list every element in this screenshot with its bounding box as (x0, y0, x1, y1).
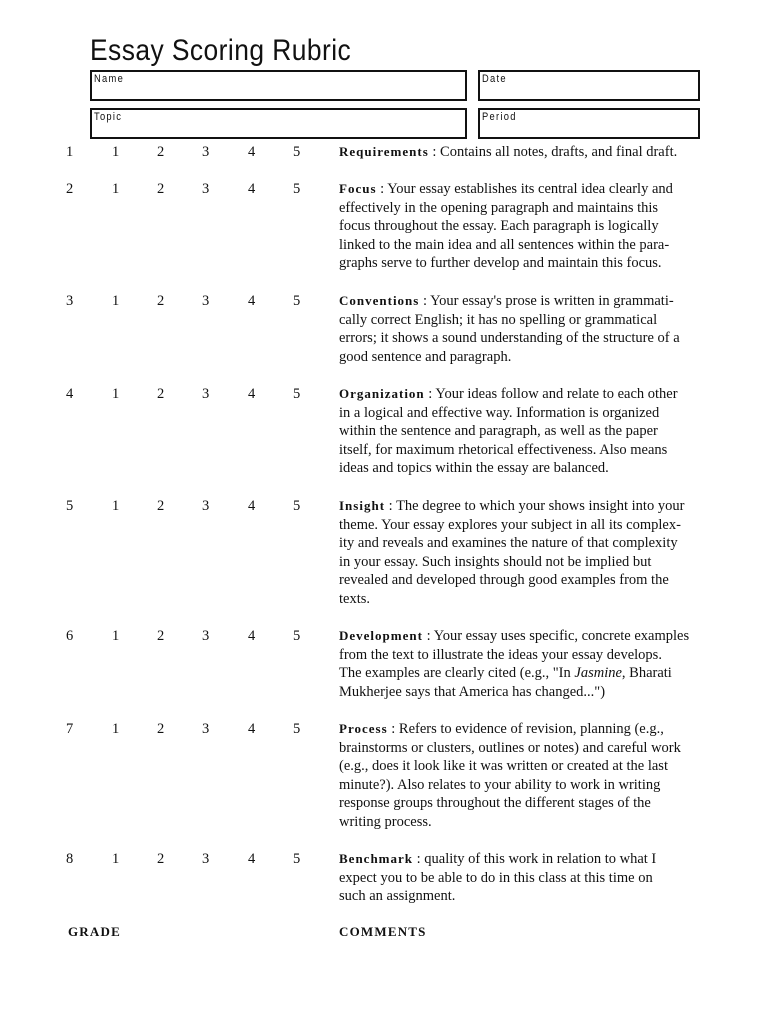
score-option[interactable]: 4 (248, 293, 256, 309)
score-option[interactable]: 5 (293, 293, 301, 309)
description-line (339, 757, 727, 776)
description-text: linked to the main idea and all sentences within the para- (339, 236, 670, 253)
criterion-name: Benchmark (339, 851, 413, 866)
description-line (339, 683, 727, 702)
description-text: errors; it shows a sound understanding of the structure of a (339, 330, 680, 347)
description-text: The examples are clearly cited (e.g., "In (339, 665, 575, 682)
criterion-description (339, 720, 727, 832)
description-text: such an assignment. (339, 888, 456, 905)
description-text: texts. (339, 590, 371, 607)
description-line (339, 571, 727, 590)
score-option[interactable]: 4 (248, 498, 256, 514)
criterion-number: 4 (66, 386, 74, 402)
description-line (339, 553, 727, 572)
description-line (339, 329, 727, 348)
score-option[interactable]: 1 (112, 293, 120, 309)
criterion-number: 5 (66, 498, 74, 514)
description-text: within the sentence and paragraph, as well as the paper (339, 423, 658, 440)
description-text: Your essay uses specific, concrete examples (433, 628, 690, 644)
score-option[interactable]: 2 (157, 851, 165, 867)
score-option[interactable]: 3 (202, 144, 210, 160)
description-line (339, 292, 727, 311)
score-option[interactable]: 3 (202, 386, 210, 402)
description-text: Your ideas follow and relate to each other (435, 386, 678, 402)
description-text: in a logical and effective way. Information is organized (339, 404, 660, 421)
criterion-description (339, 497, 727, 609)
description-line (339, 180, 727, 199)
description-line (339, 813, 727, 832)
score-option[interactable]: 4 (248, 628, 256, 644)
criterion-number: 7 (66, 721, 74, 737)
description-line (339, 590, 727, 609)
description-line (339, 497, 727, 516)
criterion-name: Organization (339, 386, 425, 401)
description-line (339, 422, 727, 441)
score-option[interactable]: 5 (293, 181, 301, 197)
criterion-description (339, 292, 727, 366)
description-text: itself, for maximum rhetorical effectiveness. Also means (339, 441, 668, 458)
score-option[interactable]: 2 (157, 498, 165, 514)
description-text: Contains all notes, drafts, and final draft. (440, 144, 678, 160)
description-text: cally correct English; it has no spelling or grammatical (339, 311, 658, 328)
description-text: quality of this work in relation to what I (424, 851, 657, 867)
description-text: writing process. (339, 813, 432, 830)
score-option[interactable]: 2 (157, 181, 165, 197)
description-line (339, 776, 727, 795)
criterion-name: Insight (339, 498, 386, 513)
criterion-description (339, 385, 727, 478)
description-text: Your essay establishes its central idea clearly and (387, 181, 673, 197)
criterion-number: 6 (66, 628, 74, 644)
criterion-name: Focus (339, 181, 377, 196)
description-text: ideas and topics within the essay are balanced. (339, 460, 609, 477)
score-option[interactable]: 3 (202, 851, 210, 867)
description-text: revealed and developed through good examples from the (339, 572, 669, 589)
description-line (339, 534, 727, 553)
description-text: The degree to which your shows insight into your (396, 498, 685, 514)
description-text: from the text to illustrate the ideas your essay develops. (339, 646, 662, 663)
description-line (339, 385, 727, 404)
date-field-label: Date (482, 73, 507, 85)
description-line (339, 348, 727, 367)
criterion-separator: : (419, 293, 431, 309)
description-line (339, 404, 727, 423)
score-option[interactable]: 4 (248, 851, 256, 867)
description-text: , Bharati (621, 665, 672, 682)
score-option[interactable]: 1 (112, 144, 120, 160)
description-text: theme. Your essay explores your subject in all its complex- (339, 516, 681, 533)
description-line (339, 627, 727, 646)
score-option[interactable]: 4 (248, 144, 256, 160)
period-field[interactable] (478, 108, 700, 139)
topic-field[interactable] (90, 108, 467, 139)
score-option[interactable]: 1 (112, 386, 120, 402)
criterion-separator: : (424, 386, 436, 402)
criterion-separator: : (376, 181, 388, 197)
description-text: expect you to be able to do in this class at this time on (339, 869, 653, 886)
criterion-number: 2 (66, 181, 74, 197)
score-option[interactable]: 2 (157, 721, 165, 737)
criterion-description (339, 850, 727, 906)
score-option[interactable]: 5 (293, 628, 301, 644)
score-option[interactable]: 1 (112, 181, 120, 197)
score-option[interactable]: 1 (112, 628, 120, 644)
score-option[interactable]: 5 (293, 721, 301, 737)
description-line (339, 516, 727, 535)
score-option[interactable]: 4 (248, 181, 256, 197)
description-text: effectively in the opening paragraph and maintains this (339, 199, 659, 216)
score-option[interactable]: 1 (112, 721, 120, 737)
description-line (339, 311, 727, 330)
score-option[interactable]: 3 (202, 498, 210, 514)
description-line (339, 459, 727, 478)
criterion-name: Development (339, 628, 423, 643)
score-option[interactable]: 5 (293, 144, 301, 160)
description-text: graphs serve to further develop and maintain this focus. (339, 255, 662, 272)
description-text: in your essay. Such insights should not be implied but (339, 553, 652, 570)
description-text: Refers to evidence of revision, planning (e.g., (398, 721, 664, 737)
description-line (339, 739, 727, 758)
criterion-number: 3 (66, 293, 74, 309)
name-field-label: Name (94, 73, 125, 85)
score-option[interactable]: 3 (202, 721, 210, 737)
comments-label: COMMENTS (339, 924, 427, 939)
criterion-description (339, 143, 727, 162)
description-line (339, 217, 727, 236)
score-option[interactable]: 2 (157, 293, 165, 309)
description-text: Your essay's prose is written in grammati- (430, 293, 674, 309)
description-text: Mukherjee says that America has changed...") (339, 683, 606, 700)
score-option[interactable]: 5 (293, 498, 301, 514)
description-text: minute?). Also relates to your ability to work in writing (339, 776, 661, 793)
name-field[interactable] (90, 70, 467, 101)
description-text: response groups throughout the different stages of the (339, 795, 651, 812)
score-option[interactable]: 4 (248, 721, 256, 737)
description-line (339, 236, 727, 255)
criterion-number: 1 (66, 144, 74, 160)
description-text: good sentence and paragraph. (339, 348, 512, 365)
description-text: (e.g., does it look like it was written or created at the last (339, 758, 668, 775)
period-field-label: Period (482, 111, 517, 123)
criterion-name: Conventions (339, 293, 420, 308)
description-line (339, 254, 727, 273)
score-option[interactable]: 1 (112, 498, 120, 514)
score-option[interactable]: 3 (202, 293, 210, 309)
score-option[interactable]: 5 (293, 851, 301, 867)
criterion-description (339, 627, 727, 701)
score-option[interactable]: 2 (157, 144, 165, 160)
criterion-name: Process (339, 721, 388, 736)
criterion-separator: : (387, 721, 399, 737)
score-option[interactable]: 3 (202, 628, 210, 644)
criterion-number: 8 (66, 851, 74, 867)
score-option[interactable]: 2 (157, 386, 165, 402)
criterion-separator: : (428, 144, 441, 160)
description-text: focus throughout the essay. Each paragraph is logically (339, 218, 659, 235)
score-option[interactable]: 4 (248, 386, 256, 402)
grade-label: GRADE (68, 924, 121, 939)
criterion-separator: : (385, 498, 397, 514)
description-line (339, 646, 727, 665)
description-line (339, 794, 727, 813)
topic-field-label: Topic (94, 111, 123, 123)
page-title: Essay Scoring Rubric (90, 34, 352, 67)
description-text: brainstorms or clusters, outlines or notes) and careful work (339, 739, 681, 756)
description-line (339, 887, 727, 906)
description-line (339, 664, 727, 683)
description-line (339, 143, 727, 162)
description-line (339, 720, 727, 739)
criterion-separator: : (422, 628, 434, 644)
criterion-separator: : (413, 851, 425, 867)
description-line (339, 869, 727, 888)
description-line (339, 199, 727, 218)
score-option[interactable]: 3 (202, 181, 210, 197)
cited-title: Jasmine (574, 665, 622, 682)
score-option[interactable]: 2 (157, 628, 165, 644)
score-option[interactable]: 1 (112, 851, 120, 867)
description-line (339, 850, 727, 869)
description-text: ity and reveals and examines the nature of that complexity (339, 535, 678, 552)
description-line (339, 441, 727, 460)
score-option[interactable]: 5 (293, 386, 301, 402)
criterion-description (339, 180, 727, 273)
criterion-name: Requirements (339, 144, 429, 159)
date-field[interactable] (478, 70, 700, 101)
